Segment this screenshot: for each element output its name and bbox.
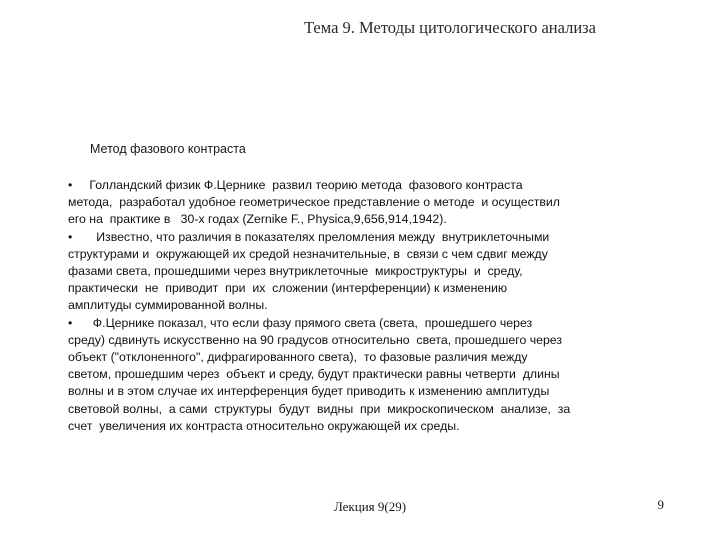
body-line: фазами света, прошедшими через внутриклеточные микроструктуры и среду, — [68, 264, 523, 279]
body-line: • Голландский физик Ф.Цернике развил теорию метода фазового контраста — [68, 178, 523, 192]
footer-lecture-label: Лекция 9(29) — [333, 499, 407, 514]
body-text — [68, 177, 668, 435]
body-line: световой волны, а сами структуры будут видны при микроскопическом анализе, за — [68, 401, 571, 416]
body-line: волны и в этом случае их интерференция будет приводить к изменению амплитуды — [68, 384, 550, 399]
body-line: счет увеличения их контраста относительно окружающей их среды. — [68, 418, 460, 433]
body-line: амплитуды суммированной волны. — [68, 298, 268, 313]
body-line: метода, разработал удобное геометрическое представление о методе и осуществил — [68, 195, 560, 210]
body-line: объект ("отклоненного", дифрагированного света), то фазовые различия между — [68, 350, 528, 365]
body-line: светом, прошедшим через объект и среду, будут практически равны четверти длины — [68, 367, 560, 382]
section-subtitle: Метод фазового контраста — [90, 142, 246, 156]
slide-title: Тема 9. Методы цитологического анализа — [303, 18, 596, 37]
body-line: практически не приводит при их сложении (интерференции) к изменению — [68, 281, 508, 296]
body-line: его на практике в 30-х годах (Zernike F., Physica,9,656,914,1942). — [68, 212, 447, 227]
body-line: • Ф.Цернике показал, что если фазу прямого света (света, прошедшего через — [68, 315, 533, 330]
body-line: • Известно, что различия в показателях преломления между внутриклеточными — [68, 229, 550, 244]
page-number: 9 — [657, 497, 664, 512]
body-line: структурами и окружающей их средой незначительные, в связи с чем сдвиг между — [68, 246, 548, 261]
body-line: среду) сдвинуть искусственно на 90 градусов относительно света, прошедшего через — [68, 332, 562, 347]
